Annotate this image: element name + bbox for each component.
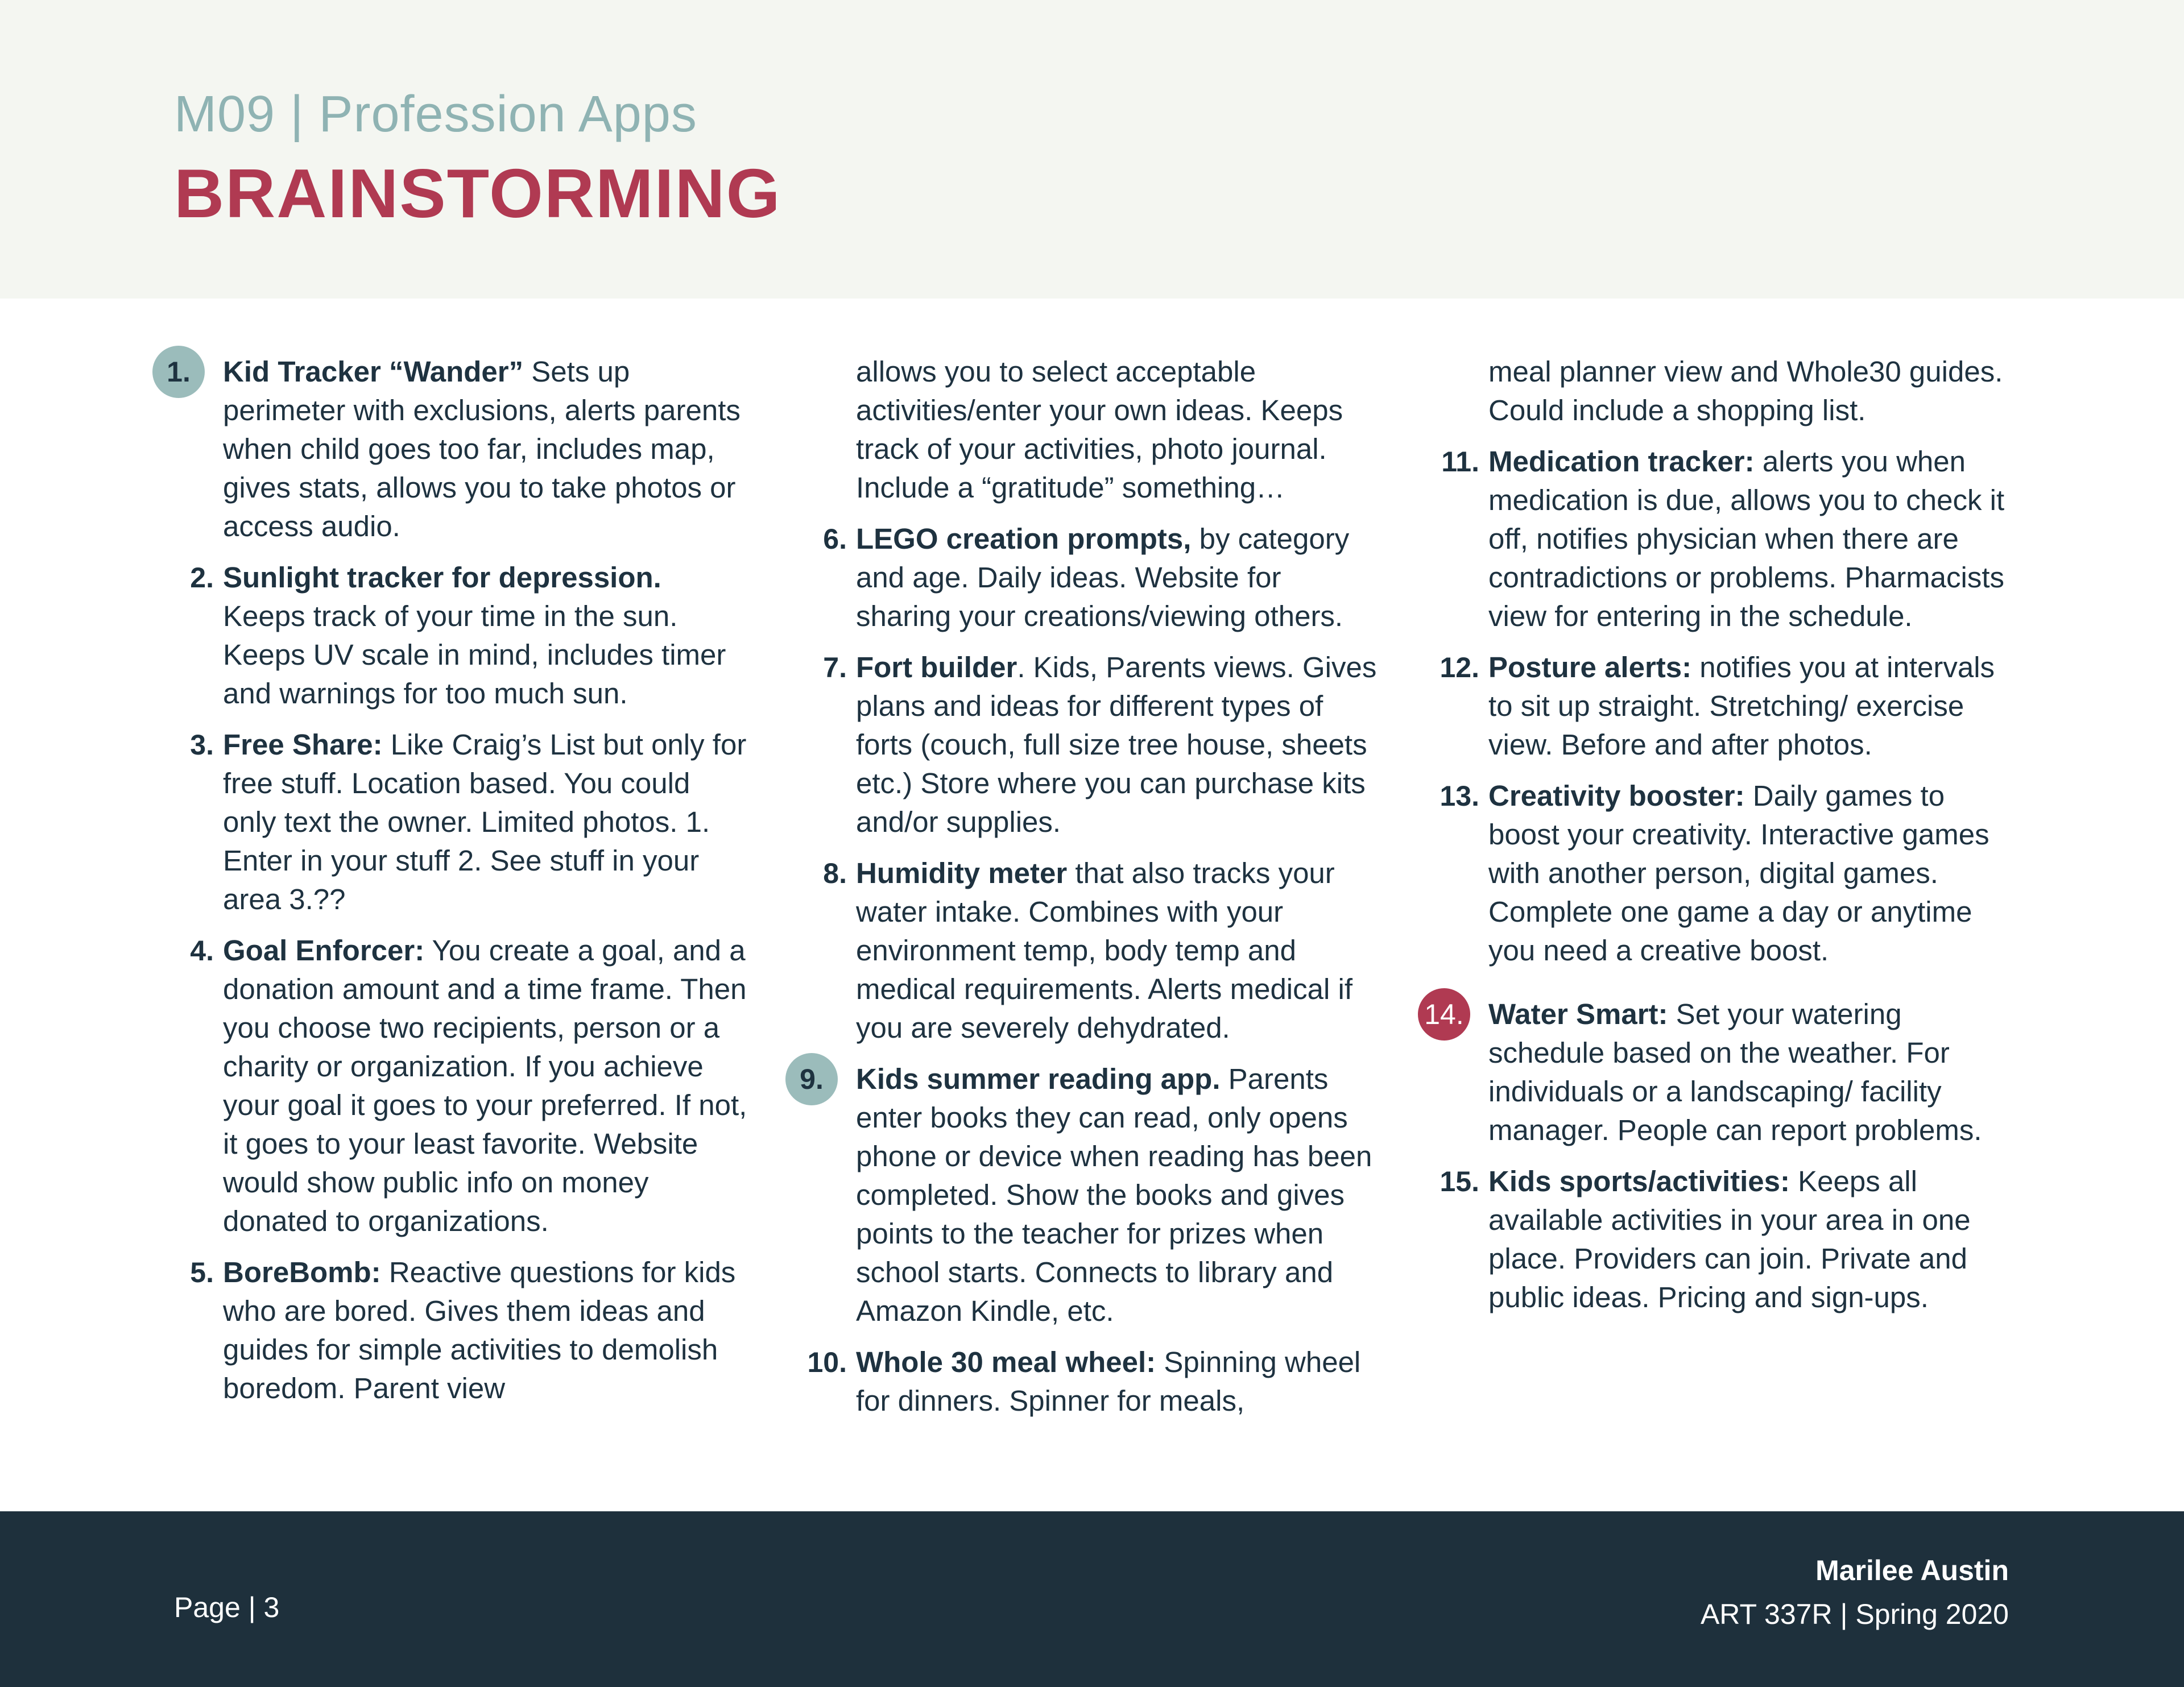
- list-item-5: [171, 1253, 751, 1408]
- item-title: Sunlight tracker for depression.: [223, 561, 661, 594]
- item-text: that also tracks your water intake. Combines with your environment temp, body temp and medical requirements. Alerts medical if you are severely dehydrated.: [856, 857, 1353, 1044]
- item-text: Spinning wheel for dinners. Spinner for meals,: [856, 1346, 1361, 1417]
- list-item-9: [800, 1060, 1384, 1330]
- item-title: Fort builder: [856, 651, 1017, 683]
- item-number: 3.: [190, 729, 214, 761]
- item-number: 10.: [807, 1346, 847, 1378]
- list-item-4: [171, 931, 751, 1241]
- item-title: Kids sports/activities:: [1488, 1165, 1790, 1197]
- item-text: Reactive questions for kids who are bored. Gives them ideas and guides for simple activities to demolish boredom. Parent view: [223, 1256, 736, 1404]
- item-text: . Kids, Parents views. Gives plans and ideas for different types of forts (couch, full size tree house, sheets etc.) Store where you can purchase kits and/or supplies.: [856, 651, 1377, 838]
- course-info: ART 337R | Spring 2020: [1700, 1598, 2009, 1630]
- list-item-12: [1436, 648, 2016, 764]
- page-number: Page | 3: [174, 1591, 280, 1623]
- item-number: 15.: [1440, 1166, 1479, 1197]
- list-item-7: [804, 648, 1384, 842]
- item-title: Posture alerts:: [1488, 651, 1692, 683]
- item-text: Sets up perimeter with exclusions, alerts parents when child goes too far, includes map, gives stats, allows you to take photos or access audio.: [223, 355, 741, 542]
- item-number-badge: 1.: [152, 346, 205, 398]
- list-item-3: [171, 726, 751, 919]
- list-item-13: [1436, 777, 2016, 970]
- item-number: 4.: [190, 935, 214, 967]
- item-title: Medication tracker:: [1488, 445, 1755, 478]
- item-number: 6.: [823, 523, 847, 555]
- item-title: BoreBomb:: [223, 1256, 381, 1288]
- item-text: by category and age. Daily ideas. Website for sharing your creations/viewing others.: [856, 523, 1350, 632]
- item-title: Water Smart:: [1488, 998, 1668, 1030]
- item-number-badge: 9.: [785, 1053, 838, 1105]
- list-item-8: [804, 854, 1384, 1047]
- page-title: BRAINSTORMING: [174, 155, 781, 232]
- item-text-continued: meal planner view and Whole30 guides. Could include a shopping list.: [1488, 355, 2003, 426]
- list-item-15: [1436, 1162, 2016, 1317]
- item-title: Humidity meter: [856, 857, 1068, 889]
- item-number: 12.: [1440, 652, 1479, 683]
- column-2: [800, 353, 1384, 1433]
- item-title: Creativity booster:: [1488, 780, 1745, 812]
- item-title: Kid Tracker “Wander”: [223, 355, 524, 388]
- item-title: Whole 30 meal wheel:: [856, 1346, 1156, 1378]
- column-3: [1424, 353, 2016, 1329]
- item-text: Keeps all available activities in your area in one place. Providers can join. Private and public ideas. Pricing and sign-ups.: [1488, 1165, 1971, 1313]
- item-text: Keeps track of your time in the sun. Keeps UV scale in mind, includes timer and warnings for too much sun.: [223, 600, 726, 710]
- header-band: [0, 0, 2184, 299]
- list-item-6: [804, 520, 1384, 636]
- author-name: Marilee Austin: [1815, 1555, 2009, 1586]
- list-item-1: [167, 353, 751, 546]
- item-title: Kids summer reading app.: [856, 1063, 1221, 1095]
- list-item-10-continued: [1436, 353, 2016, 430]
- item-title: LEGO creation prompts,: [856, 523, 1192, 555]
- list-item-2: [171, 558, 751, 713]
- item-text: Set your watering schedule based on the weather. For individuals or a landscaping/ facility manager. People can report problems.: [1488, 998, 1982, 1146]
- item-number-badge: 14.: [1418, 988, 1470, 1041]
- list-item-14: [1424, 995, 2016, 1150]
- item-text: Parents enter books they can read, only opens phone or device when reading has been completed. Show the books and gives points to the teacher for prizes when school starts. Connects to library and Amazon Kindle, etc.: [856, 1063, 1372, 1327]
- item-number: 11.: [1441, 446, 1479, 478]
- list-item-5-continued: [804, 353, 1384, 507]
- item-text: Like Craig’s List but only for free stuff. Location based. You could only text the owner. Limited photos. 1. Enter in your stuff 2. See stuff in your area 3.??: [223, 728, 747, 915]
- item-text: Daily games to boost your creativity. Interactive games with another person, digital games. Complete one game a day or anytime you need a creative boost.: [1488, 780, 1989, 967]
- item-title: Goal Enforcer:: [223, 934, 425, 967]
- item-text-continued: allows you to select acceptable activities/enter your own ideas. Keeps track of your activities, photo journal. Include a “gratitude” something…: [856, 355, 1343, 504]
- footer-band: [0, 1511, 2184, 1687]
- item-title: Free Share:: [223, 728, 383, 761]
- list-item-10: [804, 1343, 1384, 1420]
- item-number: 7.: [823, 652, 847, 683]
- item-number: 8.: [823, 857, 847, 889]
- item-number: 5.: [190, 1257, 214, 1288]
- item-text: notifies you at intervals to sit up straight. Stretching/ exercise view. Before and after photos.: [1488, 651, 1995, 761]
- list-item-11: [1436, 442, 2016, 636]
- item-text: You create a goal, and a donation amount and a time frame. Then you choose two recipients, person or a charity or organization. If you achieve your goal it goes to your preferred. If not, it goes to your least favorite. Website would show public info on money donated to organizations.: [223, 934, 747, 1237]
- item-text: alerts you when medication is due, allows you to check it off, notifies physician when there are contradictions or problems. Pharmacists view for entering in the schedule.: [1488, 445, 2005, 632]
- column-1: [167, 353, 751, 1420]
- page-subtitle: M09 | Profession Apps: [174, 86, 697, 143]
- item-number: 2.: [190, 562, 214, 594]
- item-number: 13.: [1440, 780, 1479, 812]
